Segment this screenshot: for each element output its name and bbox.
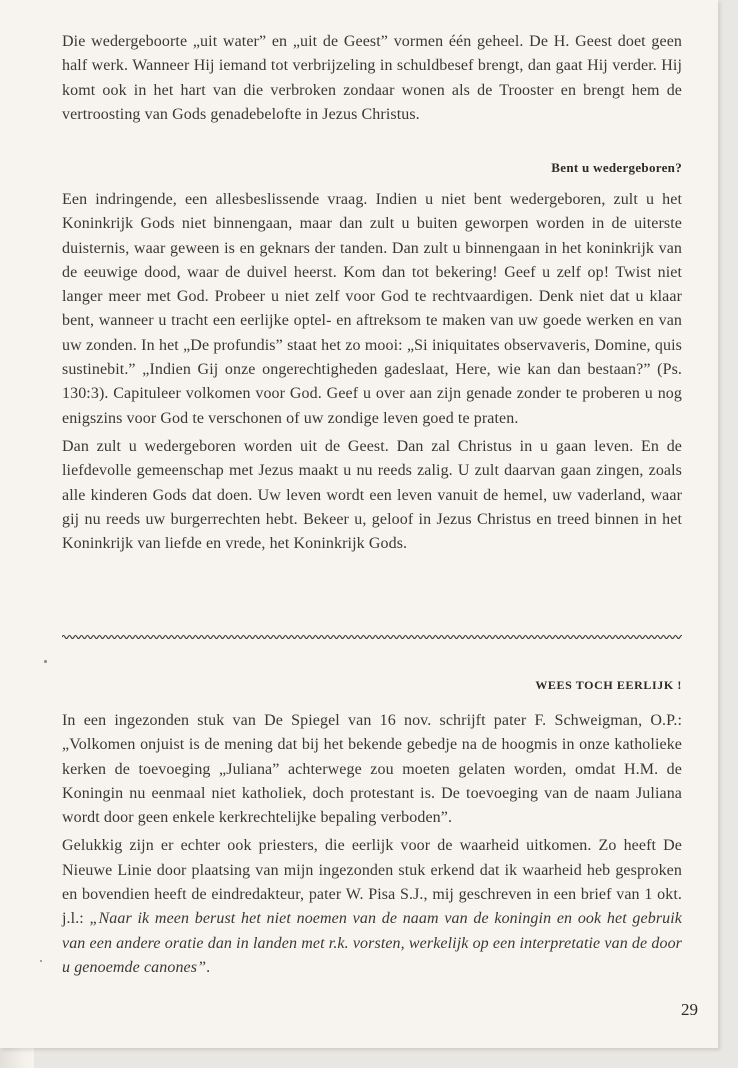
section-heading: Bent u wedergeboren?: [551, 160, 682, 175]
section-wees-toch-eerlijk: [62, 678, 682, 980]
section-heading: WEES TOCH EERLIJK !: [535, 678, 682, 692]
quote-intro: Gelukkig zijn er echter ook priesters, die eerlijk voor de waarheid uitkomen. Zo heeft De Nieuwe Linie door plaatsing van mijn ingezonden stuk erkend dat ik waarheid heb gesproken en bovendien heeft de eindredakteur, pater W. Pisa S.J., mij geschreven in een brief van 1 okt. j.l.:: [62, 837, 682, 928]
body-paragraph: Dan zult u wedergeboren worden uit de Geest. Dan zal Christus in u gaan leven. En de liefdevolle gemeenschap met Jezus maakt u nu reeds zalig. U zult daarvan gaan zingen, zoals alle kinderen Gods dat doen. Uw leven wordt een leven vanuit de hemel, uw vaderland, waar gij nu reeds uw burgerrechten hebt. Bekeer u, geloof in Jezus Christus en treed binnen in het Koninkrijk van liefde en vrede, het Koninkrijk Gods.: [62, 437, 682, 553]
section-intro: [62, 30, 682, 127]
body-paragraph-with-quote: [62, 834, 682, 980]
italic-quote: „Naar ik meen berust het niet noemen van de naam van de koningin en ook het gebruik van een andere oratie dan in landen met r.k. vorsten, werkelijk op een interpretatie van de door u genoemde canones”: [62, 910, 682, 976]
paper-speck: [44, 660, 47, 663]
body-paragraph: In een ingezonden stuk van De Spiegel van 16 nov. schrijft pater F. Schweigman, O.P.: „Volkomen onjuist is de mening dat bij het bekende gebedje na de hoogmis in onze katholieke kerken de toevoeging „Juliana” achterwege zou moeten gelaten worden, omdat H.M. de Koningin nu eenmaal niet katholiek, doch protestant is. De toevoeging van de naam Juliana wordt door geen enkele kerkrechtelijke bepaling verboden”.: [62, 712, 682, 827]
wavy-divider: [62, 632, 682, 642]
quote-end: .: [206, 958, 211, 976]
body-paragraph: Een indringende, een allesbeslissende vraag. Indien u niet bent wedergeboren, zult u het Koninkrijk Gods niet binnengaan, maar dan zult u buiten geworpen worden in de uiterste duisternis, waar geween is en geknars der tanden. Dan zult u binnengaan in het koninkrijk van de eeuwige dood, waar de duivel heerst. Kom dan tot bekering! Geef u zelf op! Twist niet langer meer met God. Probeer u niet zelf voor God te rechtvaardigen. Denk niet dat u klaar bent, wanneer u tracht een eerlijke optel- en aftreksom te maken van uw goede werken en van uw zonden. In het „De profundis” staat het zo mooi: „Si iniquitates observaveris, Domine, quis sustinebit.” „Indien Gij onze ongerechtigheden gadeslaat, Here, wie kan dan bestaan?” (Ps. 130:3). Capituleer volkomen voor God. Geef u over aan zijn genade zonder te proberen u nog enigszins voor God te verschonen of uw zondige leven goed te praten.: [62, 191, 682, 427]
paper-speck: [40, 960, 42, 962]
page-number: 29: [681, 1000, 698, 1019]
intro-paragraph: Die wedergeboorte „uit water” en „uit de Geest” vormen één geheel. De H. Geest doet geen half werk. Wanneer Hij iemand tot verbrijzeling in schuldbesef brengt, dan gaat Hij verder. Hij komt ook in het hart van die verbroken zondaar wonen als de Trooster en brengt hem de vertroosting van Gods genadebelofte in Jezus Christus.: [62, 33, 682, 123]
section-bent-u-wedergeboren: [62, 160, 682, 556]
